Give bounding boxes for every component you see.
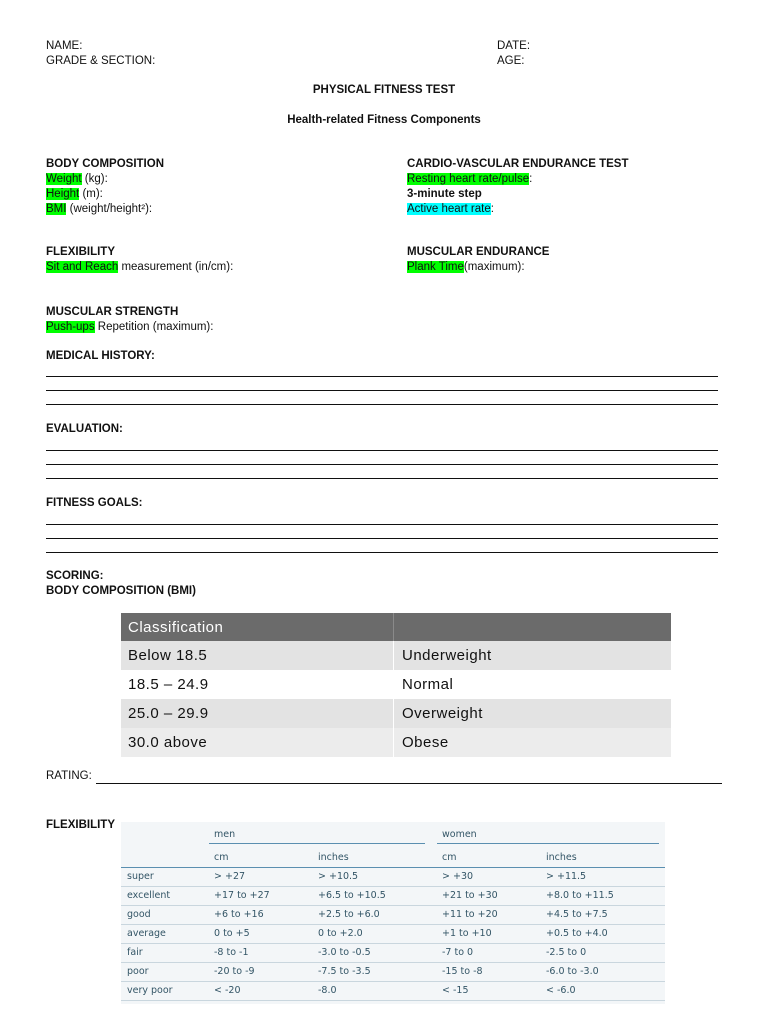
bmi-class: Normal [393,670,671,699]
table-row [121,886,665,906]
rating-label: RATING: [46,770,92,782]
fitness-goals-heading: FITNESS GOALS: [46,497,143,509]
table-row [121,867,665,887]
active-heart-row [407,202,494,217]
sit-reach-unit: measurement (in/cm): [118,261,234,273]
medical-history-line-3[interactable] [46,404,718,405]
resting-heart-colon: : [529,173,533,185]
value-cell: +17 to +27 [214,890,270,901]
units-row [121,848,665,868]
bmi-range: Below 18.5 [128,647,208,664]
bmi-table [121,613,671,757]
muscular-endurance-heading: MUSCULAR ENDURANCE [407,246,550,258]
table-row [121,728,671,757]
sit-reach-row [46,260,233,275]
men-underline [209,843,425,844]
height-unit: (m): [79,188,103,200]
evaluation-line-1[interactable] [46,450,718,451]
level-cell: fair [127,947,143,958]
value-cell: 0 to +5 [214,928,250,939]
medical-history-line-1[interactable] [46,376,718,377]
table-row [121,905,665,925]
bmi-scoring-heading: BODY COMPOSITION (BMI) [46,585,196,597]
plank-unit: (maximum): [463,261,525,273]
value-cell: +1 to +10 [442,928,492,939]
name-label: NAME: [46,40,83,52]
value-cell: +0.5 to +4.0 [546,928,608,939]
value-cell: -2.5 to 0 [546,947,587,958]
date-label: DATE: [497,40,531,52]
table-row [121,670,671,699]
bmi-range: 25.0 – 29.9 [128,705,209,722]
plank-row [407,260,525,275]
evaluation-heading: EVALUATION: [46,423,123,435]
value-cell: +6 to +16 [214,909,264,920]
pushups-row [46,320,213,335]
pushups-label: Push-ups [46,321,95,333]
value-cell: > +30 [442,871,474,882]
value-cell: -15 to -8 [442,966,483,977]
table-row [121,943,665,963]
evaluation-line-3[interactable] [46,478,718,479]
body-composition-heading: BODY COMPOSITION [46,158,164,170]
unit-cell: inches [318,852,349,863]
value-cell: < -20 [214,985,241,996]
group-men: men [214,829,236,840]
page-subtitle: Health-related Fitness Components [287,114,481,126]
height-row [46,187,103,202]
value-cell: > +10.5 [318,871,359,882]
age-label: AGE: [497,55,525,67]
value-cell: -8 to -1 [214,947,249,958]
value-cell: +8.0 to +11.5 [546,890,614,901]
level-cell: super [127,871,154,882]
bmi-class: Overweight [393,699,671,728]
women-underline [437,843,659,844]
plank-label: Plank Time [407,261,464,273]
value-cell: +6.5 to +10.5 [318,890,386,901]
bmi-table-header [121,613,671,641]
table-row [121,924,665,944]
table-row [121,981,665,1001]
level-cell: excellent [127,890,171,901]
level-cell: good [127,909,151,920]
level-cell: poor [127,966,149,977]
scoring-heading: SCORING: [46,570,104,582]
value-cell: -6.0 to -3.0 [546,966,599,977]
value-cell: > +27 [214,871,246,882]
flexibility-table [121,822,665,1004]
evaluation-line-2[interactable] [46,464,718,465]
height-label: Height [46,188,80,200]
value-cell: -7.5 to -3.5 [318,966,371,977]
value-cell: < -15 [442,985,469,996]
medical-history-heading: MEDICAL HISTORY: [46,350,155,362]
value-cell: +4.5 to +7.5 [546,909,608,920]
value-cell: > +11.5 [546,871,587,882]
value-cell: 0 to +2.0 [318,928,363,939]
weight-unit: (kg): [81,173,108,185]
bmi-class: Obese [393,728,671,757]
weight-label: Weight [46,173,82,185]
flexibility-scoring-label: FLEXIBILITY [46,819,115,831]
active-heart-colon: : [490,203,494,215]
value-cell: < -6.0 [546,985,576,996]
level-cell: very poor [127,985,173,996]
page-title: PHYSICAL FITNESS TEST [312,84,456,96]
weight-row [46,172,108,187]
bmi-formula: (weight/height²): [66,203,153,215]
bmi-header-classification: Classification [128,618,224,636]
resting-heart-label: Resting heart rate/pulse [407,173,530,185]
fitness-goals-line-2[interactable] [46,538,718,539]
value-cell: +2.5 to +6.0 [318,909,380,920]
fitness-goals-line-3[interactable] [46,552,718,553]
group-women: women [442,829,477,840]
value-cell: -3.0 to -0.5 [318,947,371,958]
bmi-header-blank [393,613,671,641]
unit-cell: cm [214,852,229,863]
active-heart-label: Active heart rate [407,203,491,215]
value-cell: -7 to 0 [442,947,474,958]
resting-heart-row [407,172,532,187]
sit-reach-label: Sit and Reach [46,261,119,273]
bmi-range: 18.5 – 24.9 [128,676,209,693]
table-row [121,699,671,728]
unit-cell: cm [442,852,457,863]
level-cell: average [127,928,166,939]
three-minute-step: 3-minute step [407,188,482,200]
pushups-unit: Repetition (maximum): [94,321,214,333]
medical-history-line-2[interactable] [46,390,718,391]
bmi-label: BMI [46,203,67,215]
flexibility-heading: FLEXIBILITY [46,246,115,258]
table-row [121,962,665,982]
bmi-class: Underweight [393,641,671,670]
value-cell: -20 to -9 [214,966,255,977]
muscular-strength-heading: MUSCULAR STRENGTH [46,306,179,318]
rating-line[interactable] [96,783,722,784]
bmi-range: 30.0 above [128,734,208,751]
fitness-goals-line-1[interactable] [46,524,718,525]
cardio-heading: CARDIO-VASCULAR ENDURANCE TEST [407,158,629,170]
unit-cell: inches [546,852,577,863]
bmi-row [46,202,152,217]
value-cell: -8.0 [318,985,337,996]
value-cell: +21 to +30 [442,890,498,901]
value-cell: +11 to +20 [442,909,498,920]
table-row [121,641,671,670]
grade-section-label: GRADE & SECTION: [46,55,156,67]
